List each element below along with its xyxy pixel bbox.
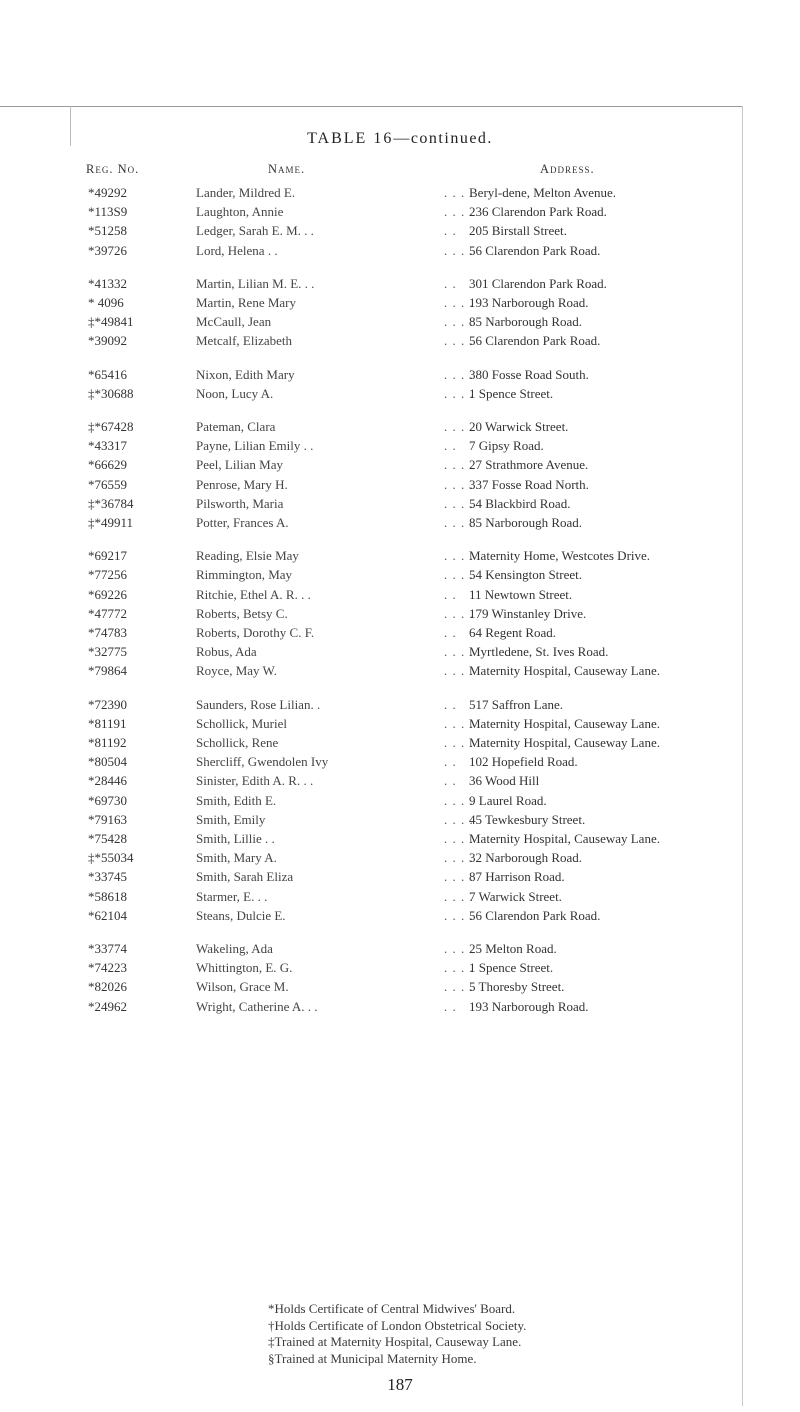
leader-dots: . . . . <box>444 204 474 220</box>
table-row <box>0 869 800 888</box>
leader-dots: . . . . <box>444 907 474 923</box>
reg-no-cell: ‡*49841 <box>88 314 134 330</box>
name-cell: Lord, Helena . . <box>196 242 278 258</box>
reg-no-cell: *33774 <box>88 941 127 956</box>
table-row <box>0 941 800 960</box>
leader-dots: . . . . <box>444 644 474 660</box>
reg-no-cell: *65416 <box>88 366 127 382</box>
reg-no-cell: *33745 <box>88 869 127 885</box>
footnote-municipal-home: §Trained at Municipal Maternity Home. <box>268 1350 477 1366</box>
reg-no-cell: *62104 <box>88 907 127 923</box>
name-cell: Ledger, Sarah E. M. . . <box>196 223 314 239</box>
name-cell: Metcalf, Elizabeth <box>196 333 293 349</box>
name-cell: Smith, Sarah Eliza <box>196 869 294 885</box>
address-cell: 102 Hopefield Road. <box>469 754 578 770</box>
table-row <box>0 438 800 457</box>
reg-no-cell: *69730 <box>88 792 127 808</box>
address-cell: 64 Regent Road. <box>469 625 557 640</box>
reg-no-cell: *79163 <box>88 811 127 827</box>
leader-dots: . . . . <box>444 515 474 530</box>
footnote-london-obstetrical: †Holds Certificate of London Obstetrical Society. <box>268 1317 527 1333</box>
leader-dots: . . . . <box>444 385 474 401</box>
address-cell: 11 Newtown Street. <box>469 586 573 602</box>
reg-no-cell: *41332 <box>88 275 127 291</box>
name-cell: Payne, Lilian Emily . . <box>196 438 314 454</box>
table-row <box>0 223 800 242</box>
address-cell: 54 Blackbird Road. <box>469 495 571 511</box>
leader-dots: . . . . <box>444 960 474 976</box>
leader-dots: . . . . <box>444 941 474 956</box>
address-cell: 56 Clarendon Park Road. <box>469 907 601 923</box>
reg-no-cell: *51258 <box>88 223 127 239</box>
table-row <box>0 960 800 979</box>
table-row <box>0 548 800 567</box>
footnote-central-midwives: *Holds Certificate of Central Midwives' Board. <box>268 1301 516 1316</box>
address-cell: 205 Birstall Street. <box>469 223 567 239</box>
reg-no-cell: *47772 <box>88 605 127 621</box>
name-cell: Schollick, Rene <box>196 735 279 750</box>
table-row <box>0 386 800 405</box>
name-cell: Laughton, Annie <box>196 204 284 220</box>
address-cell: Beryl-dene, Melton Avenue. <box>469 185 617 200</box>
reg-no-cell: ‡*49911 <box>88 515 134 530</box>
page-number: 187 <box>387 1375 413 1394</box>
leader-dots: . . . . <box>444 811 474 827</box>
name-cell: Whittington, E. G. <box>196 960 293 976</box>
page-border-top <box>0 106 742 107</box>
table-row <box>0 367 800 386</box>
table-row <box>0 204 800 223</box>
address-cell: 301 Clarendon Park Road. <box>469 275 607 291</box>
table-row <box>0 773 800 792</box>
leader-dots: . . <box>444 438 457 454</box>
name-cell: Wakeling, Ada <box>196 941 273 956</box>
table-row <box>0 644 800 663</box>
leader-dots: . . . . <box>444 295 474 310</box>
address-cell: 54 Kensington Street. <box>469 567 583 583</box>
leader-dots: . . . . <box>444 419 474 434</box>
address-cell: 7 Gipsy Road. <box>469 438 544 454</box>
reg-no-cell: *39726 <box>88 242 127 258</box>
table-title <box>0 130 800 148</box>
reg-no-cell: *79864 <box>88 663 127 679</box>
address-cell: 56 Clarendon Park Road. <box>469 242 601 258</box>
leader-dots: . . . . <box>444 548 474 564</box>
leader-dots: . . . . <box>444 476 474 492</box>
reg-no-cell: *69226 <box>88 586 127 602</box>
leader-dots: . . <box>444 754 457 770</box>
reg-no-cell: *82026 <box>88 979 127 995</box>
address-cell: 1 Spence Street. <box>469 960 554 976</box>
name-cell: Martin, Rene Mary <box>196 295 297 310</box>
address-cell: 7 Warwick Street. <box>469 888 562 904</box>
leader-dots: . . . . <box>444 495 474 511</box>
name-cell: Saunders, Rose Lilian. . <box>196 696 321 712</box>
table-row <box>0 419 800 438</box>
leader-dots: . . <box>444 586 457 602</box>
reg-no-cell: *75428 <box>88 831 127 846</box>
table-row <box>0 908 800 927</box>
table-row <box>0 889 800 908</box>
name-cell: Lander, Mildred E. <box>196 185 296 200</box>
table-row <box>0 850 800 869</box>
table-row <box>0 793 800 812</box>
table-row <box>0 276 800 295</box>
name-cell: Sinister, Edith A. R. . . <box>196 773 314 789</box>
name-cell: Royce, May W. <box>196 663 277 679</box>
reg-no-cell: *77256 <box>88 567 127 583</box>
name-cell: Potter, Frances A. <box>196 515 289 530</box>
name-cell: Reading, Elsie May <box>196 548 299 564</box>
header-address: Address. <box>540 162 595 176</box>
address-cell: 337 Fosse Road North. <box>469 476 589 492</box>
reg-no-cell: ‡*67428 <box>88 419 134 434</box>
table-row <box>0 716 800 735</box>
leader-dots: . . . . <box>444 605 474 621</box>
leader-dots: . . . . <box>444 314 474 330</box>
reg-no-cell: *58618 <box>88 888 127 904</box>
address-cell: 9 Laurel Road. <box>469 792 547 808</box>
address-cell: 27 Strathmore Avenue. <box>469 457 589 473</box>
table-row <box>0 831 800 850</box>
table-row <box>0 606 800 625</box>
reg-no-cell: *66629 <box>88 457 127 473</box>
name-cell: Starmer, E. . . <box>196 888 268 904</box>
reg-no-cell: *43317 <box>88 438 127 454</box>
table-row <box>0 457 800 476</box>
reg-no-cell: *72390 <box>88 696 127 712</box>
name-cell: Smith, Lillie . . <box>196 831 275 846</box>
name-cell: Smith, Edith E. <box>196 792 277 808</box>
reg-no-cell: *69217 <box>88 548 127 564</box>
leader-dots: . . . . <box>444 850 474 866</box>
leader-dots: . . <box>444 625 457 640</box>
leader-dots: . . . . <box>444 715 474 731</box>
address-cell: Maternity Hospital, Causeway Lane. <box>469 831 660 846</box>
name-cell: Wilson, Grace M. <box>196 979 289 995</box>
reg-no-cell: ‡*30688 <box>88 385 134 401</box>
leader-dots: . . . . <box>444 979 474 995</box>
table-row <box>0 185 800 204</box>
name-cell: Nixon, Edith Mary <box>196 366 295 382</box>
reg-no-cell: ‡*55034 <box>88 850 134 866</box>
table-row <box>0 243 800 262</box>
table-row <box>0 314 800 333</box>
table-row <box>0 295 800 314</box>
leader-dots: . . . . <box>444 366 474 382</box>
reg-no-cell: *74783 <box>88 625 127 640</box>
header-reg-no: Reg. No. <box>86 162 140 176</box>
reg-no-cell: *81191 <box>88 715 127 731</box>
name-cell: Robus, Ada <box>196 644 257 660</box>
reg-no-cell: ‡*36784 <box>88 495 134 511</box>
footnote-causeway-lane: ‡Trained at Maternity Hospital, Causeway Lane. <box>268 1334 522 1349</box>
address-cell: 236 Clarendon Park Road. <box>469 204 607 220</box>
address-cell: 5 Thoresby Street. <box>469 979 565 995</box>
reg-no-cell: *28446 <box>88 773 127 789</box>
table-row <box>0 587 800 606</box>
reg-no-cell: * 4096 <box>88 295 124 310</box>
name-cell: Schollick, Muriel <box>196 715 287 731</box>
leader-dots: . . <box>444 998 457 1014</box>
table-row <box>0 812 800 831</box>
address-cell: 56 Clarendon Park Road. <box>469 333 601 349</box>
leader-dots: . . . . <box>444 663 474 679</box>
address-cell: 45 Tewkesbury Street. <box>469 811 586 827</box>
reg-no-cell: *81192 <box>88 735 127 750</box>
reg-no-cell: *49292 <box>88 185 127 200</box>
address-cell: 87 Harrison Road. <box>469 869 565 885</box>
address-cell: Maternity Hospital, Causeway Lane. <box>469 735 660 750</box>
name-cell: Smith, Mary A. <box>196 850 277 866</box>
address-cell: 20 Warwick Street. <box>469 419 569 434</box>
reg-no-cell: *24962 <box>88 998 127 1014</box>
address-cell: Maternity Home, Westcotes Drive. <box>469 548 651 564</box>
name-cell: Steans, Dulcie E. <box>196 907 286 923</box>
reg-no-cell: *80504 <box>88 754 127 770</box>
table-row <box>0 735 800 754</box>
address-cell: Maternity Hospital, Causeway Lane. <box>469 663 660 679</box>
name-cell: McCaull, Jean <box>196 314 272 330</box>
table-row <box>0 477 800 496</box>
leader-dots: . . . . <box>444 869 474 885</box>
leader-dots: . . . . <box>444 242 474 258</box>
name-cell: Ritchie, Ethel A. R. . . <box>196 586 311 602</box>
name-cell: Pateman, Clara <box>196 419 276 434</box>
leader-dots: . . . . <box>444 792 474 808</box>
address-cell: 193 Narborough Road. <box>469 998 589 1014</box>
address-cell: 85 Narborough Road. <box>469 515 583 530</box>
leader-dots: . . <box>444 696 457 712</box>
name-cell: Shercliff, Gwendolen Ivy <box>196 754 329 770</box>
leader-dots: . . . . <box>444 831 474 846</box>
leader-dots: . . <box>444 275 457 291</box>
name-cell: Martin, Lilian M. E. . . <box>196 275 315 291</box>
table-row <box>0 496 800 515</box>
table-row <box>0 754 800 773</box>
leader-dots: . . . . <box>444 185 474 200</box>
name-cell: Peel, Lilian May <box>196 457 284 473</box>
address-cell: Myrtledene, St. Ives Road. <box>469 644 609 660</box>
name-cell: Rimmington, May <box>196 567 293 583</box>
table-row <box>0 567 800 586</box>
leader-dots: . . . . <box>444 333 474 349</box>
address-cell: 380 Fosse Road South. <box>469 366 589 382</box>
reg-no-cell: *74223 <box>88 960 127 976</box>
address-cell: 517 Saffron Lane. <box>469 696 563 712</box>
leader-dots: . . <box>444 223 457 239</box>
address-cell: 32 Narborough Road. <box>469 850 583 866</box>
table-row <box>0 333 800 352</box>
table-title-main: TABLE 16 <box>307 130 394 147</box>
address-cell: 25 Melton Road. <box>469 941 557 956</box>
leader-dots: . . . . <box>444 457 474 473</box>
table-row <box>0 663 800 682</box>
reg-no-cell: *113S9 <box>88 204 128 220</box>
reg-no-cell: *39092 <box>88 333 127 349</box>
table-row <box>0 697 800 716</box>
name-cell: Noon, Lucy A. <box>196 385 274 401</box>
address-cell: 85 Narborough Road. <box>469 314 583 330</box>
table-title-sub: —continued. <box>393 130 493 147</box>
reg-no-cell: *76559 <box>88 476 127 492</box>
address-cell: Maternity Hospital, Causeway Lane. <box>469 715 660 731</box>
name-cell: Wright, Catherine A. . . <box>196 998 318 1014</box>
reg-no-cell: *32775 <box>88 644 127 660</box>
table-row <box>0 999 800 1018</box>
table-row <box>0 625 800 644</box>
leader-dots: . . . . <box>444 735 474 750</box>
address-cell: 193 Narborough Road. <box>469 295 589 310</box>
leader-dots: . . . . <box>444 567 474 583</box>
leader-dots: . . <box>444 773 457 789</box>
address-cell: 179 Winstanley Drive. <box>469 605 587 621</box>
header-name: Name. <box>268 162 306 176</box>
address-cell: 1 Spence Street. <box>469 385 554 401</box>
footnotes <box>268 1301 728 1367</box>
address-cell: 36 Wood Hill <box>469 773 540 789</box>
name-cell: Roberts, Dorothy C. F. <box>196 625 315 640</box>
name-cell: Penrose, Mary H. <box>196 476 288 492</box>
name-cell: Roberts, Betsy C. <box>196 605 288 621</box>
table-row <box>0 515 800 534</box>
leader-dots: . . . . <box>444 888 474 904</box>
name-cell: Pilsworth, Maria <box>196 495 284 511</box>
name-cell: Smith, Emily <box>196 811 266 827</box>
table-row <box>0 979 800 998</box>
